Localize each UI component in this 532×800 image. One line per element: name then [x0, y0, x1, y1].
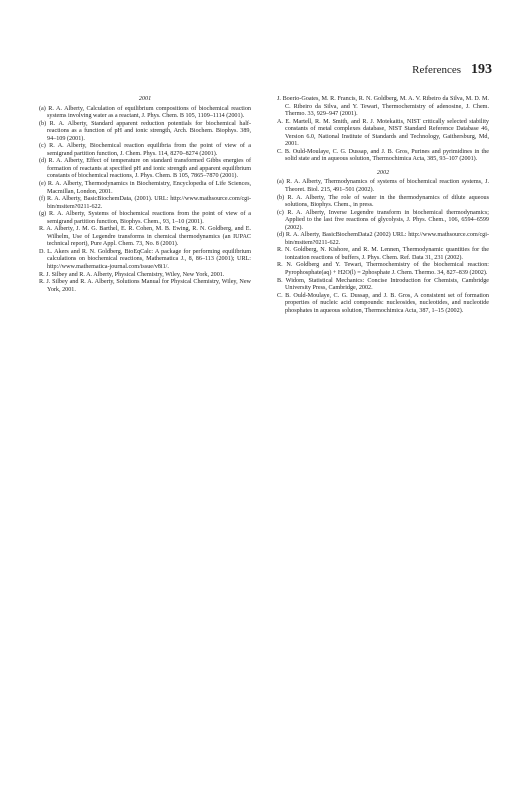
reference-entry: J. Boerio-Goates, M. R. Francis, R. N. Goldberg, M. A. V. Ribeiro da Silva, M. D. M. C. Ribeiro da Silva, and Y. Tewari, Thermochemistry of adenosine, J. Chem. Thermo. 33, 929–947 (2001).	[277, 96, 489, 118]
reference-entry: (b) R. A. Alberty, The role of water in the thermodynamics of dilute aqueous solutions, Biophys. Chem., in press.	[277, 194, 489, 209]
reference-entry: (a) R. A. Alberty, Calculation of equilibrium compositions of biochemical reaction systems involving water as a reactant, J. Phys. Chem. B 105, 1109–1114 (2001).	[39, 105, 251, 120]
reference-entry: R. A. Alberty, J. M. G. Barthel, E. R. Cohen, M. B. Ewing, R. N. Goldberg, and E. Wilhelm, Use of Legendre transforms in chemical thermodynamics (an IUPAC technical report), Pure Appl. Chem. 73, No. 8 (2001).	[39, 226, 251, 248]
page-number: 193	[471, 62, 492, 77]
right-column	[277, 96, 489, 315]
reference-entry: (c) R. A. Alberty, Biochemical reaction equilibria from the point of view of a semigrand partition function, J. Chem. Phys. 114, 8270–8274 (2001).	[39, 143, 251, 157]
reference-entry: R. J. Silbey and R. A. Alberty, Solutions Manual for Physical Chemistry, Wiley, New York, 2001.	[39, 279, 251, 293]
reference-entry: (e) R. A. Alberty, Thermodynamics in Biochemistry, Encyclopedia of Life Sciences, Macmillan, London, 2001.	[39, 181, 251, 195]
reference-entry: (d) R. A. Alberty, BasicBiochemData2 (2002) URL: http://www.mathsource.com/cgi-bin/msitem?0211-622.	[277, 232, 489, 246]
year-heading-2002: 2002	[376, 169, 390, 176]
reference-entry: R. J. Silbey and R. A. Alberty, Physical Chemistry, Wiley, New York, 2001.	[39, 271, 225, 278]
reference-entry: C. B. Ould-Moulaye, C. G. Dussap, and J. B. Gros, A consistent set of formation properties of nucleic acid compounds: nucleosides, nucleotides, and nucleotide phosphates in aqueous solution, Thermochimica Acta, 387, 1–15 (2002).	[277, 292, 489, 314]
reference-entry: R. N. Goldberg, N. Kishore, and R. M. Lennen, Thermodynamic quantities for the ionization reactions of buffers, J. Phys. Chem. Ref. Data 31, 231 (2002).	[277, 247, 489, 261]
reference-entry: (a) R. A. Alberty, Thermodynamics of systems of biochemical reaction systems, J. Theoret. Biol. 215, 491–501 (2002).	[277, 179, 489, 194]
reference-entry: D. L. Akers and R. N. Goldberg, BioEqCalc: A package for performing equilibrium calculations on biochemical reactions, Mathematica J., 8, 86–113 (2001); URL: http://www.mathematica-journal.com/issue/v8i1/.	[39, 248, 251, 271]
left-column	[39, 96, 251, 294]
reference-entry: (f) R. A. Alberty, BasicBiochemData, (2001). URL: http://www.mathsource.com/cgi-bin/msitem?0211-622.	[39, 196, 251, 210]
running-head	[412, 62, 492, 78]
reference-entry: C. B. Ould-Moulaye, C. G. Dussap, and J. B. Gros, Purines and pyrimidines in the solid state and in aqueous solution, Thermochimica Acta, 385, 93–107 (2001).	[277, 148, 489, 163]
reference-entry: B. Widom, Statistical Mechanics: Concise Introduction for Chemists, Cambridge University Press, Cambridge, 2002.	[277, 277, 489, 292]
reference-entry: (c) R. A. Alberty, Inverse Legendre transform in biochemical thermodynamics; Applied to the last five reactions of glycolysis, J. Phys. Chem., 106, 6594–6599 (2002).	[277, 209, 489, 231]
reference-entry: (b) R. A. Alberty, Standard apparent reduction potentials for biochemical half-reactions as a function of pH and ionic strength, Arch. Biochem. Biophys. 389, 94–109 (2001).	[39, 120, 251, 142]
reference-entry: R. N. Goldberg and Y. Tewari, Thermochemistry of the biochemical reaction: Pyrophosphate(aq) + H2O(l) = 2phosphate J. Chem. Thermo. 34, 827–839 (2002).	[277, 262, 489, 277]
reference-entry: (g) R. A. Alberty, Systems of biochemical reactions from the point of view of a semigrand partition function, Biophys. Chem., 93, 1–10 (2001).	[39, 211, 251, 225]
running-head-title: References	[412, 64, 461, 76]
reference-entry: (d) R. A. Alberty, Effect of temperature on standard transformed Gibbs energies of formation of reactants at specified pH and ionic strength and apparent equilibrium constants of biochemical reactions, J. Phys. Chem. B 105, 7865–7870 (2001).	[39, 158, 251, 180]
reference-entry: A. E. Martell, R. M. Smith, and R. J. Motekaitis, NIST critically selected stability constants of metal complexes database, NIST Standard Reference Database 46, Version 6.0, National Institute of Standards and Technology, Gaithersburg, Md, 2001.	[277, 118, 489, 148]
year-heading-2001: 2001	[138, 96, 152, 102]
